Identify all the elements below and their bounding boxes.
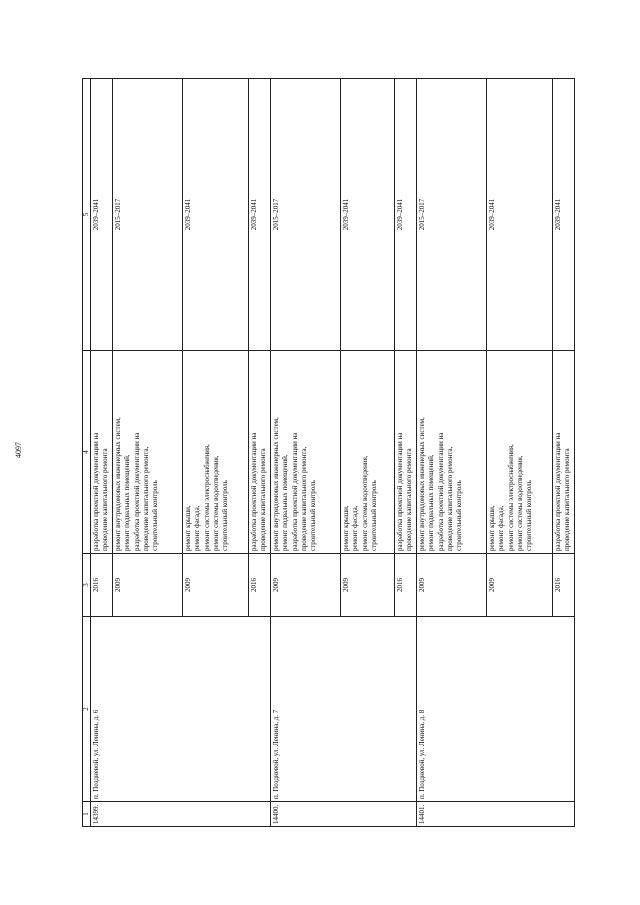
- year-cell: 2016: [553, 554, 575, 617]
- work-line: разработка проектной документации на: [132, 432, 141, 551]
- rotated-table-container: [82, 79, 572, 827]
- work-line: проведение капитального ремонта: [259, 448, 268, 551]
- address-cell: [271, 617, 417, 802]
- address-cell: [91, 617, 271, 802]
- work-line: ремонт внутридомовых инженерных систем,: [114, 417, 122, 551]
- work-line: ремонт внутридомовых инженерных систем,: [272, 417, 280, 551]
- period-cell: 2039–2041: [91, 79, 113, 351]
- work-description-cell: [249, 351, 271, 554]
- column-header-4: 4: [83, 351, 91, 554]
- work-line: ремонт крыши,: [184, 505, 192, 551]
- year-cell: 2016: [395, 554, 417, 617]
- period-cell: 2015–2017: [417, 79, 487, 351]
- work-description-cell: [91, 351, 113, 554]
- period-cell: 2015–2017: [113, 79, 183, 351]
- work-line: ремонт подвальных помещений,: [123, 454, 132, 551]
- work-line: строительный контроль: [455, 480, 464, 551]
- row-number-cell: [271, 802, 417, 827]
- row-number-cell: [91, 802, 271, 827]
- year-cell: 2009: [341, 554, 395, 617]
- work-line: ремонт системы электроснабжения,: [202, 444, 211, 551]
- page-number: 4097: [14, 442, 23, 458]
- table-row: [91, 79, 113, 827]
- table-body: [91, 79, 575, 827]
- period-cell: 2039–2041: [341, 79, 395, 351]
- work-line: строительный контроль: [309, 480, 318, 551]
- work-line: ремонт системы водоотведения,: [515, 455, 524, 551]
- year-cell: 2009: [487, 554, 553, 617]
- table-row: [417, 79, 487, 827]
- work-line: ремонт фасада,: [351, 505, 360, 551]
- work-line: строительный контроль: [151, 480, 160, 551]
- year-cell: 2009: [183, 554, 249, 617]
- work-line: разработка проектной документации на: [396, 432, 404, 551]
- work-line: разработка проектной документации на: [92, 432, 100, 551]
- work-line: ремонт системы водоотведения,: [211, 455, 220, 551]
- table-row: [271, 79, 341, 827]
- column-header-2: 2: [83, 617, 91, 802]
- work-line: разработка проектной документации на: [436, 432, 445, 551]
- work-description-cell: [341, 351, 395, 554]
- work-line: разработка проектной документации на: [290, 432, 299, 551]
- work-description-cell: [553, 351, 575, 554]
- period-cell: 2039–2041: [249, 79, 271, 351]
- work-line: ремонт подвальных помещений,: [281, 454, 290, 551]
- period-cell: 2039–2041: [487, 79, 553, 351]
- capital-repair-table: [82, 78, 575, 827]
- work-description-cell: [271, 351, 341, 554]
- work-line: проведение капитального ремонта: [101, 448, 110, 551]
- column-header-5: 5: [83, 79, 91, 351]
- year-cell: 2009: [113, 554, 183, 617]
- work-description-cell: [395, 351, 417, 554]
- work-line: ремонт фасада,: [497, 505, 506, 551]
- period-cell: 2039–2041: [395, 79, 417, 351]
- work-line: ремонт подвальных помещений,: [427, 454, 436, 551]
- row-number-cell: [417, 802, 575, 827]
- column-header-1: 1: [83, 802, 91, 827]
- year-cell: 2009: [271, 554, 341, 617]
- work-line: ремонт системы водоотведения,: [360, 455, 369, 551]
- work-description-cell: [487, 351, 553, 554]
- work-line: строительный контроль: [221, 480, 230, 551]
- period-cell: 2039–2041: [553, 79, 575, 351]
- column-header-3: 3: [83, 554, 91, 617]
- work-line: ремонт системы электроснабжения,: [506, 444, 515, 551]
- address-cell: [417, 617, 575, 802]
- work-line: проведение капитального ремонта,: [141, 446, 150, 551]
- period-cell: 2015–2017: [271, 79, 341, 351]
- address-text: п. Поздневой, ул. Ленина, д. 8: [418, 709, 426, 799]
- work-line: разработка проектной документации на: [250, 432, 258, 551]
- work-description-cell: [183, 351, 249, 554]
- year-cell: 2016: [249, 554, 271, 617]
- work-line: проведение капитального ремонта,: [445, 446, 454, 551]
- work-line: строительный контроль: [369, 480, 378, 551]
- work-line: ремонт фасада,: [193, 505, 202, 551]
- work-line: ремонт внутридомовых инженерных систем,: [418, 417, 426, 551]
- period-cell: 2039–2041: [183, 79, 249, 351]
- work-line: ремонт крыши,: [342, 505, 350, 551]
- year-cell: 2009: [417, 554, 487, 617]
- work-description-cell: [417, 351, 487, 554]
- row-number: 14401.: [418, 804, 426, 824]
- row-number: 14399.: [92, 804, 100, 824]
- year-cell: 2016: [91, 554, 113, 617]
- work-line: ремонт крыши,: [488, 505, 496, 551]
- column-number-row: [83, 79, 91, 827]
- work-line: разработка проектной документации на: [554, 432, 562, 551]
- work-line: строительный контроль: [525, 480, 534, 551]
- work-description-cell: [113, 351, 183, 554]
- work-line: проведение капитального ремонта: [563, 448, 572, 551]
- row-number: 14400.: [272, 804, 280, 824]
- work-line: проведение капитального ремонта: [405, 448, 414, 551]
- address-text: п. Поздневой, ул. Ленина, д. 6: [92, 709, 100, 799]
- address-text: п. Поздневой, ул. Ленина, д. 7: [272, 709, 280, 799]
- work-line: проведение капитального ремонта,: [299, 446, 308, 551]
